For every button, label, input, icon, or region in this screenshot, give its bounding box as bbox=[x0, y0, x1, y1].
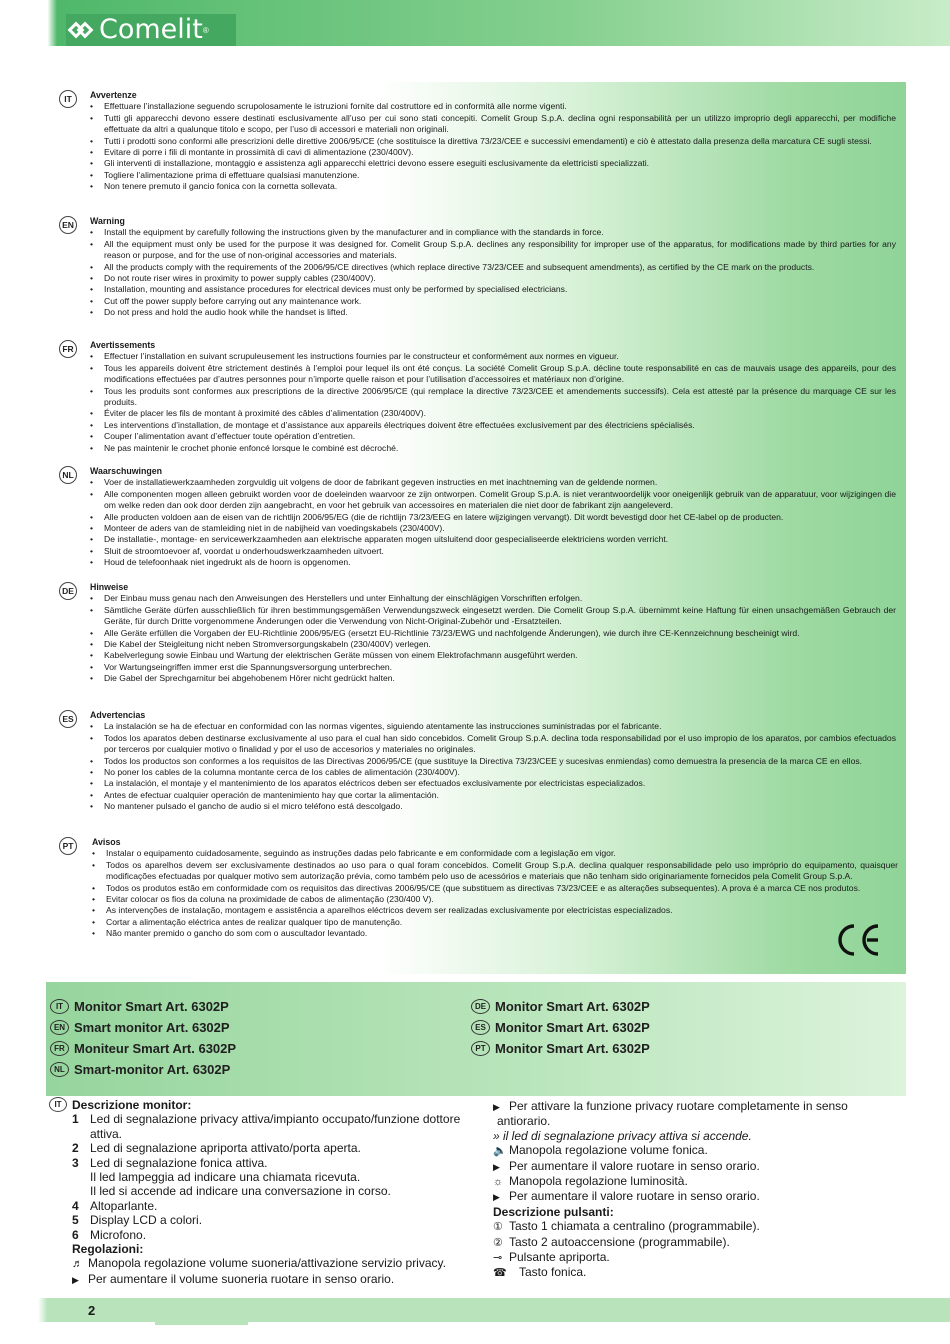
warning-section-de bbox=[90, 582, 896, 685]
warning-title: Hinweise bbox=[90, 582, 129, 592]
button-line: ⊸ Pulsante apriporta. bbox=[493, 1250, 610, 1265]
warning-item: • All the products comply with the requirements of the 2006/95/CE directives (which replace directive 73/23/CEE and subsequent amendments), as certified by the CE mark on the products. bbox=[90, 262, 896, 273]
product-title-fr: FR Moniteur Smart Art. 6302P bbox=[50, 1041, 236, 1056]
reg-line: ▶ Per aumentare il volume suoneria ruotare in senso orario. bbox=[72, 1271, 395, 1286]
privacy-led-note: » il led di segnalazione privacy attiva si accende. bbox=[493, 1128, 752, 1143]
brightness-knob-line: ☼ Manopola regolazione luminosità. bbox=[493, 1174, 688, 1189]
warning-item: • Monteer de aders van de stamleiding niet in de nabijheid van voedingskabels (230/400V). bbox=[90, 523, 896, 534]
warning-item: • La instalación se ha de efectuar en conformidad con las normas vigentes, siguiendo atentamente las instrucciones suministradas por el fabricante. bbox=[90, 721, 896, 732]
warning-item: • Tutti i prodotti sono conformi alle prescrizioni delle direttive 2006/95/CE (che sostituisce la direttiva 73/23/CEE e successivi emendamenti) e ciò è attestato dalla presenza della marcatura CE sugli stessi. bbox=[90, 136, 896, 147]
warning-item: • Les interventions d’installation, de montage et d’assistance aux appareils électriques doivent être effectuées exclusivement par des électriciens spécialisés. bbox=[90, 420, 896, 431]
lang-badge-it: IT bbox=[59, 90, 77, 108]
lang-badge-en: EN bbox=[59, 216, 77, 234]
warning-item: • Alle Geräte erfüllen die Vorgaben der EU-Richtlinie 2006/95/EG (ersetzt EU-Richtlinie 73/23/EWG und nachfolgende Änderungen), wie durch ihre CE-Kennzeichnung bescheinigt wird. bbox=[90, 628, 896, 639]
warning-item: • Gli interventi di installazione, montaggio e assistenza agli apparecchi elettrici devono essere eseguiti esclusivamente da elettricisti specializzati. bbox=[90, 158, 896, 169]
warning-item: • Installation, mounting and assistance procedures for electrical devices must only be performed by specialised electricians. bbox=[90, 284, 896, 295]
warning-item: • Der Einbau muss genau nach den Anweisungen des Herstellers und unter Einhaltung der einschlägigen Vorschriften erfolgen. bbox=[90, 593, 896, 604]
brightness-increase-line: ▶ Per aumentare il valore ruotare in senso orario. bbox=[493, 1189, 760, 1204]
key-icon: ⊸ bbox=[493, 1252, 503, 1265]
footer-bar bbox=[0, 1298, 950, 1322]
speaker-icon: 🔈 bbox=[493, 1145, 507, 1158]
lang-badge-fr: FR bbox=[59, 340, 77, 358]
lang-badge-it: IT bbox=[49, 1097, 67, 1112]
warning-item: • Alle producten voldoen aan de eisen van de richtlijn 2006/95/EG (die de richtlijn 73/23/EEG en latere wijzigingen vervangt). Dit wordt bevestigd door het CE-label op de producten. bbox=[90, 512, 896, 523]
product-title-en: EN Smart monitor Art. 6302P bbox=[50, 1020, 230, 1035]
item-number: 5 bbox=[72, 1213, 79, 1228]
warning-section-fr bbox=[90, 340, 896, 454]
warning-item: • Alle componenten mogen alleen gebruikt worden voor de doeleinden waarvoor ze zijn ontworpen. Comelit Group S.p.A. is niet verantwoordelijk voor oneigenlijk gebruik van de apparatuur, voor wijzigingen die om welke reden dan ook door derden zijn aangebracht, en voor het gebruik van accessoires en materialen die niet door de fabrikant zijn aangeleverd. bbox=[90, 489, 896, 512]
warning-title: Avisos bbox=[92, 837, 121, 847]
item-text: Altoparlante. bbox=[90, 1198, 158, 1213]
arrow-right-icon: ▶ bbox=[493, 1102, 500, 1112]
description-item bbox=[72, 1127, 472, 1141]
warning-item: • Togliere l’alimentazione prima di effettuare qualsiasi manutenzione. bbox=[90, 170, 896, 181]
warning-item: • Ne pas maintenir le crochet phonie enfoncé lorsque le combiné est décroché. bbox=[90, 443, 896, 454]
warning-item: • Sluit de stroomtoevoer af, voordat u onderhoudswerkzaamheden uitvoert. bbox=[90, 546, 896, 557]
regulations-heading: Regolazioni: bbox=[72, 1242, 144, 1257]
description-item bbox=[72, 1213, 472, 1227]
music-note-icon: ♬ bbox=[72, 1258, 83, 1271]
footer-tab bbox=[155, 1321, 248, 1325]
description-item bbox=[72, 1112, 472, 1126]
brand-name: Comelit bbox=[99, 14, 203, 45]
lang-badge-es: ES bbox=[59, 710, 77, 728]
warning-item: • La instalación, el montaje y el mantenimiento de los aparatos eléctricos deben ser efectuados exclusivamente por electricistas especializados. bbox=[90, 778, 896, 789]
warning-item: • Effectuer l’installation en suivant scrupuleusement les instructions fournies par le constructeur et conformément aux normes en vigueur. bbox=[90, 351, 896, 362]
warning-title: Warning bbox=[90, 216, 125, 226]
warning-item: • Voer de installatiewerkzaamheden zorgvuldig uit volgens de door de fabrikant gegeven instructies en met inachtneming van de geldende normen. bbox=[90, 477, 896, 488]
warning-item: • Do not route riser wires in proximity to power supply cables (230/400V). bbox=[90, 273, 896, 284]
description-heading: Descrizione monitor: bbox=[72, 1098, 192, 1112]
button-line: ① Tasto 1 chiamata a centralino (programmabile). bbox=[493, 1219, 760, 1234]
page-number: 2 bbox=[88, 1303, 96, 1318]
button-1-icon: ① bbox=[493, 1221, 503, 1234]
warning-item: • Todos los productos son conformes a los requisitos de las Directivas 2006/95/CE (que sustituye la Directiva 73/23/CEE y sucesivas enmiendas) como demuestra la presencia de la marca CE en ellos. bbox=[90, 756, 896, 767]
warning-item: • As intervenções de instalação, montagem e assistência a aparelhos eléctricos devem ser realizadas exclusivamente por electricistas especializados. bbox=[92, 905, 898, 916]
warning-item: • Cut off the power supply before carrying out any maintenance work. bbox=[90, 296, 896, 307]
warning-section-en bbox=[90, 216, 896, 319]
privacy-instruction-cont: antiorario. bbox=[497, 1114, 551, 1129]
warning-item: • Vor Wartungseingriffen immer erst die Spannungsversorgung unterbrechen. bbox=[90, 662, 896, 673]
warning-section-pt bbox=[92, 837, 898, 940]
warning-item: • No mantener pulsado el gancho de audio si el micro teléfono está descolgado. bbox=[90, 801, 896, 812]
button-line: ② Tasto 2 autoaccensione (programmabile). bbox=[493, 1234, 730, 1249]
brand-registered: ® bbox=[202, 25, 209, 35]
volume-increase-line: ▶ Per aumentare il valore ruotare in senso orario. bbox=[493, 1158, 760, 1173]
arrow-right-icon: ▶ bbox=[72, 1274, 79, 1285]
item-number: 3 bbox=[72, 1155, 79, 1170]
brightness-icon: ☼ bbox=[493, 1176, 504, 1189]
warning-item: • Do not press and hold the audio hook while the handset is lifted. bbox=[90, 307, 896, 318]
warning-item: • Non tenere premuto il gancio fonica con la cornetta sollevata. bbox=[90, 181, 896, 192]
warning-item: • Effettuare l’installazione seguendo scrupolosamente le istruzioni fornite dal costruttore ed in conformità alle norme vigenti. bbox=[90, 101, 896, 112]
product-title-it: IT Monitor Smart Art. 6302P bbox=[50, 999, 229, 1014]
warnings-panel bbox=[56, 82, 906, 974]
monitor-description bbox=[72, 1098, 472, 1287]
warning-item: • Cortar a alimentação eléctrica antes de realizar qualquer tipo de manutenção. bbox=[92, 917, 898, 928]
warning-title: Avvertenze bbox=[90, 90, 137, 100]
item-number: 4 bbox=[72, 1198, 79, 1213]
warning-item: • Todos los aparatos deben destinarse exclusivamente al uso para el cual han sido concebidos. Comelit Group S.p.A. declina toda responsabilidad por el uso impropio de los aparatos, por cambios efectuados por terceros por cualquier motivo o finalidad y por el uso de accesorios y materiales no originales. bbox=[90, 733, 896, 756]
item-number: 6 bbox=[72, 1227, 79, 1242]
lang-badge-pt: PT bbox=[59, 837, 77, 855]
description-item bbox=[72, 1184, 472, 1198]
warning-item: • All the equipment must only be used for the purpose it was designed for. Comelit Group S.p.A. declines any responsibility for improper use of the apparatus, for modifications made by third parties for any reason or purpose, and for the use of non-original accessories and materials. bbox=[90, 239, 896, 262]
warning-title: Avertissements bbox=[90, 340, 156, 350]
button-line: ☎ Tasto fonica. bbox=[493, 1265, 587, 1280]
warning-item: • Todos os aparelhos devem ser exclusivamente destinados ao uso para o qual foram concebidos. Comelit Group S.p.A. declina qualquer responsabilidade pelo uso impróprio do equipamento, quaisquer modificações efectuadas por qualquer motivo sem autorização prévia, como também pelo uso de acessórios e materiais que não tenham sido originariamente fornecidos pela Comelit Group S.p.A. bbox=[92, 860, 898, 883]
item-text: Led di segnalazione fonica attiva. bbox=[90, 1155, 268, 1170]
phone-icon: ☎ bbox=[493, 1267, 507, 1280]
item-text: Display LCD a colori. bbox=[90, 1213, 203, 1228]
warning-item: • Die Kabel der Steigleitung nicht neben Stromversorgungskabeln (230/400V) verlegen. bbox=[90, 639, 896, 650]
warning-item: • Evitar colocar os fios da coluna na proximidade de cabos de alimentação (230/400 V). bbox=[92, 894, 898, 905]
arrow-right-icon: ▶ bbox=[493, 1161, 500, 1172]
description-item bbox=[72, 1228, 472, 1242]
comelit-logo bbox=[66, 14, 236, 46]
description-item bbox=[72, 1156, 472, 1170]
warning-title: Advertencias bbox=[90, 710, 146, 720]
button-2-icon: ② bbox=[493, 1236, 503, 1249]
comelit-logo-mark-icon bbox=[70, 20, 96, 40]
warning-item: • Instalar o equipamento cuidadosamente, seguindo as instruções dadas pelo fabricante e em conformidade com a legislação em vigor. bbox=[92, 848, 898, 859]
warning-section-it bbox=[90, 90, 896, 193]
warning-item: • Não manter premido o gancho do som com o auscultador levantado. bbox=[92, 928, 898, 939]
item-text: Led di segnalazione privacy attiva/impianto occupato/funzione dottore bbox=[90, 1112, 461, 1127]
buttons-heading: Descrizione pulsanti: bbox=[493, 1204, 614, 1219]
controls-description bbox=[493, 1099, 885, 1281]
warning-item: • Kabelverlegung sowie Einbau und Wartung der elektrischen Geräte müssen von einem Elektrofachmann ausgeführt werden. bbox=[90, 650, 896, 661]
lang-badge-de: DE bbox=[59, 582, 77, 600]
item-text: Il led lampeggia ad indicare una chiamata ricevuta. bbox=[90, 1170, 361, 1185]
warning-item: • De installatie-, montage- en servicewerkzaamheden aan elektrische apparaten mogen uitsluitend door gespecialiseerde elektriciens worden verricht. bbox=[90, 534, 896, 545]
warning-item: • Evitare di porre i fili di montante in prossimità di cavi di alimentazione (230/400V). bbox=[90, 147, 896, 158]
product-title-nl: NL Smart-monitor Art. 6302P bbox=[50, 1062, 230, 1077]
warning-item: • Sämtliche Geräte dürfen ausschließlich für ihren bestimmungsgemäßen Verwendungszweck eingesetzt werden. Die Comelit Group S.p.A. übernimmt keine Haftung für einen unsachgemäßen Gebrauch der Geräte, für durch Dritte vorgenommene Änderungen oder die Verwendung von Nicht-Original-Zubehör und -Ersatzteilen. bbox=[90, 605, 896, 628]
product-title-de: DE Monitor Smart Art. 6302P bbox=[471, 999, 650, 1014]
warning-item: • Antes de efectuar cualquier operación de mantenimiento hay que cortar la alimentación. bbox=[90, 790, 896, 801]
volume-knob-line: 🔈 Manopola regolazione volume fonica. bbox=[493, 1143, 708, 1158]
warning-section-es bbox=[90, 710, 896, 813]
warning-item: • Tous les appareils doivent être strictement destinés à l’emploi pour lequel ils ont été conçus. La société Comelit Group S.p.A. décline toute responsabilité en cas de mauvais usage des appareils, pour des modifications effectuées par d’autres personnes pour n’importe quelle raison et pour l’utilisation d’accessoires et matériaux non d’origine. bbox=[90, 363, 896, 386]
warning-item: • Houd de telefoonhaak niet ingedrukt als de hoorn is opgenomen. bbox=[90, 557, 896, 568]
arrow-right-icon: ▶ bbox=[493, 1192, 500, 1203]
warning-item: • Tous les produits sont conformes aux prescriptions de la directive 2006/95/CE (qui remplace la directive 73/23/CEE et amendements successifs). Cela est attesté par la présence du marquage CE sur les produits. bbox=[90, 386, 896, 409]
reg-line: ♬ Manopola regolazione volume suoneria/attivazione servizio privacy. bbox=[72, 1256, 446, 1271]
description-item bbox=[72, 1170, 472, 1184]
privacy-instruction: ▶ Per attivare la funzione privacy ruotare completamente in senso bbox=[493, 1099, 848, 1113]
product-title-band bbox=[46, 982, 906, 1096]
item-text: Il led si accende ad indicare una conversazione in corso. bbox=[90, 1184, 391, 1199]
warning-title: Waarschuwingen bbox=[90, 466, 163, 476]
lang-badge-nl: NL bbox=[59, 466, 77, 484]
product-title-es: ES Monitor Smart Art. 6302P bbox=[471, 1020, 650, 1035]
warning-item: • Die Gabel der Sprechgarnitur bei abgehobenem Hörer nicht gedrückt halten. bbox=[90, 673, 896, 684]
item-number: 2 bbox=[72, 1141, 79, 1156]
description-item bbox=[72, 1141, 472, 1155]
warning-item: • Éviter de placer les fils de montant à proximité des câbles d’alimentation (230/400V). bbox=[90, 408, 896, 419]
description-item bbox=[72, 1199, 472, 1213]
warning-item: • Tutti gli apparecchi devono essere destinati esclusivamente all’uso per cui sono stati concepiti. Comelit Group S.p.A. declina ogni responsabilità per un utilizzo improprio degli apparecchi, per modifiche effettuate da altri a qualunque titolo e scopo, per l’uso di accessori e materiali non originali. bbox=[90, 113, 896, 136]
warning-item: • Couper l’alimentation avant d’effectuer toute opération d’entretien. bbox=[90, 431, 896, 442]
warning-section-nl bbox=[90, 466, 896, 569]
item-text: Led di segnalazione apriporta attivato/porta aperta. bbox=[90, 1141, 361, 1156]
warning-item: • No poner los cables de la columna montante cerca de los cables de alimentación (230/400V). bbox=[90, 767, 896, 778]
warning-item: • Install the equipment by carefully following the instructions given by the manufacturer and in compliance with the standards in force. bbox=[90, 227, 896, 238]
item-text: Microfono. bbox=[90, 1227, 147, 1242]
product-title-pt: PT Monitor Smart Art. 6302P bbox=[471, 1041, 650, 1056]
item-number: 1 bbox=[72, 1112, 79, 1127]
warning-item: • Todos os produtos estão em conformidade com os requisitos das directivas 2006/95/CE (que substituem as directivas 73/23/CEE e as alterações subsequentes). A prova é a marca CE nos produtos. bbox=[92, 883, 898, 894]
item-text: attiva. bbox=[90, 1126, 123, 1141]
